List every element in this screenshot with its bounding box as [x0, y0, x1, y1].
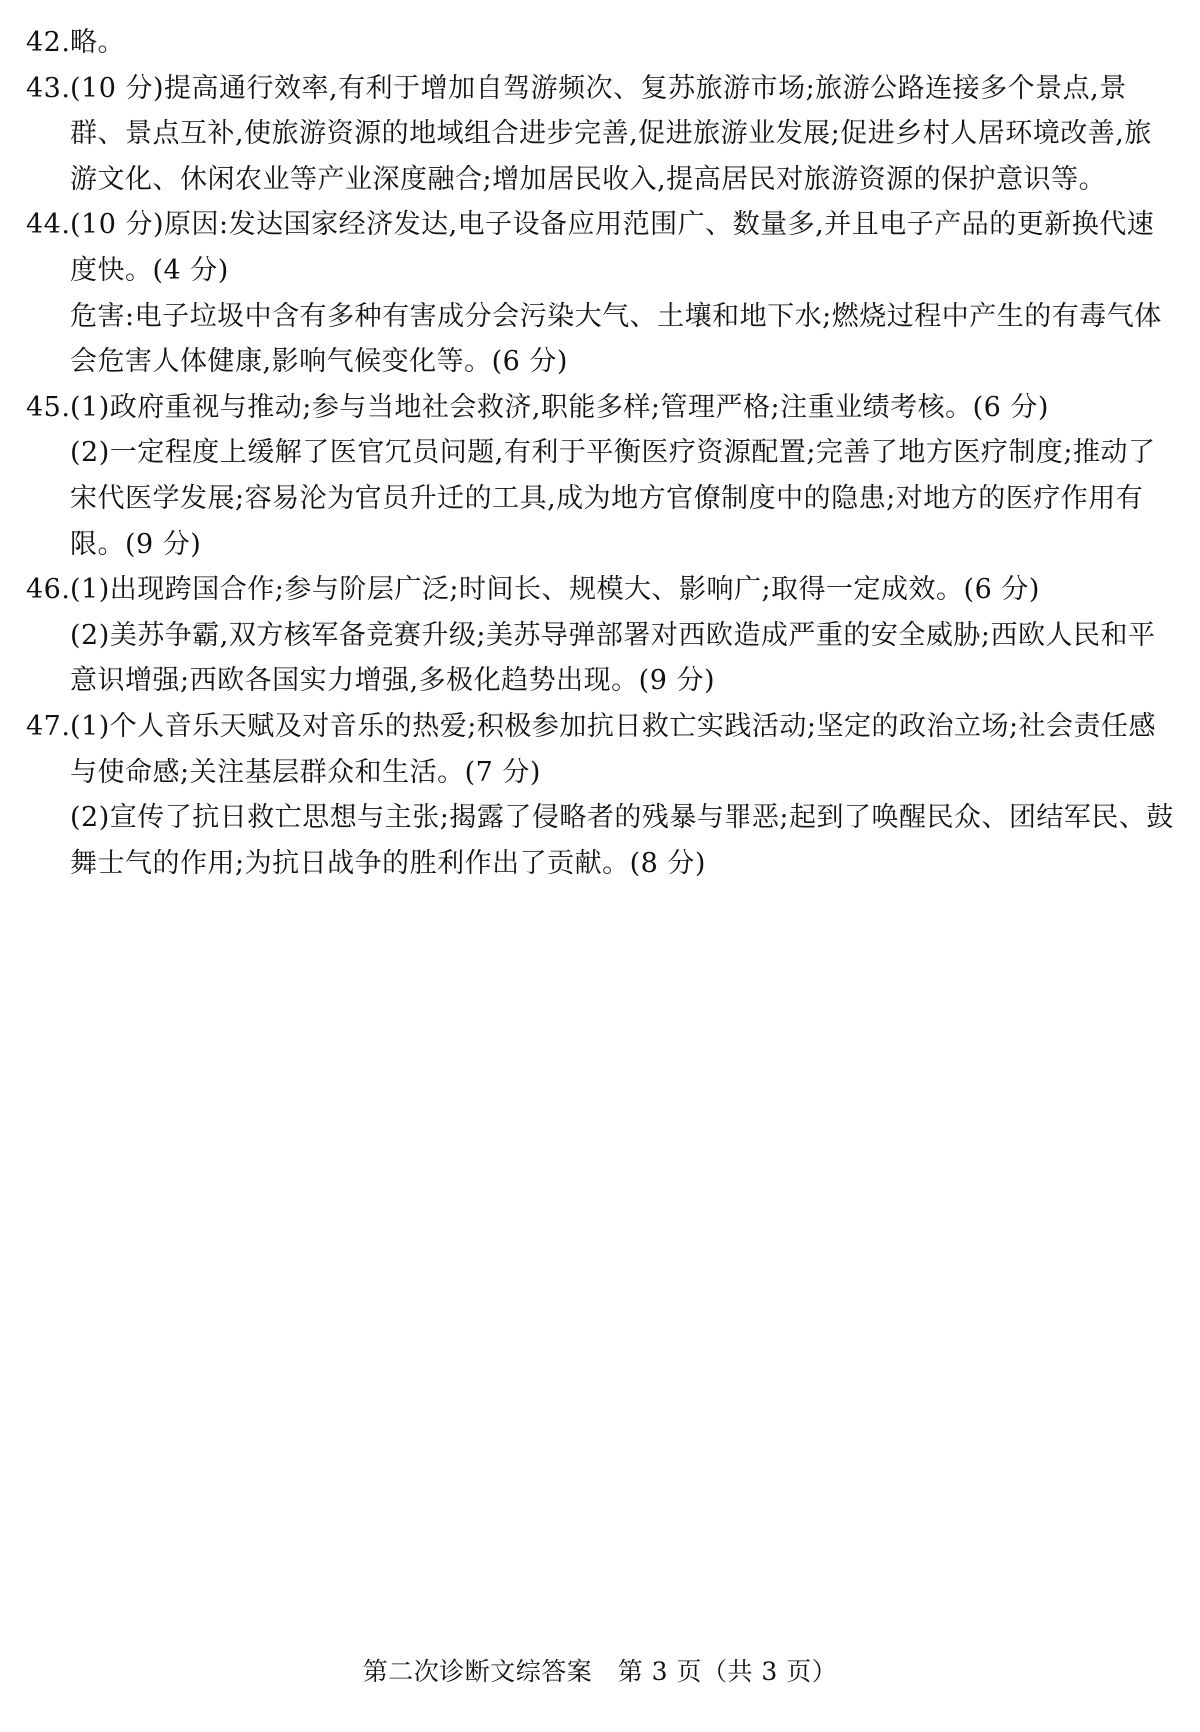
question-number: 43.: [26, 72, 71, 104]
answer-text: (10 分)原因:发达国家经济发达,电子设备应用范围广、数量多,并且电子产品的更新换代速度快。(4 分): [70, 209, 1155, 286]
question-number: 45.: [26, 391, 71, 423]
question-number: 44.: [26, 209, 71, 241]
answer-text: (1)个人音乐天赋及对音乐的热爱;积极参加抗日救亡实践活动;坚定的政治立场;社会责任感与使命感;关注基层群众和生活。(7 分): [70, 710, 1157, 788]
question-number: 42.: [26, 27, 71, 58]
question-number: 47.: [26, 710, 71, 742]
answer-item-42: [26, 20, 1176, 66]
page-footer: 第二次诊断文综答案 第 3 页（共 3 页）: [362, 1657, 838, 1686]
answer-item-47: [26, 704, 1176, 886]
answer-subpart: (2)宣传了抗日救亡思想与主张;揭露了侵略者的残暴与罪恶;起到了唤醒民众、团结军民、鼓舞士气的作用;为抗日战争的胜利作出了贡献。(8 分): [70, 802, 1174, 879]
answer-text: (10 分)提高通行效率,有利于增加自驾游频次、复苏旅游市场;旅游公路连接多个景点,景群、景点互补,使旅游资源的地域组合进步完善,促进旅游业发展;促进乡村人居环境改善,旅游文化、休闲农业等产业深度融合;增加居民收入,提高居民对旅游资源的保护意识等。: [70, 72, 1152, 195]
answer-item-43: [26, 66, 1176, 203]
answer-item-46: [26, 567, 1176, 704]
question-number: 46.: [26, 574, 71, 606]
answer-subpart: (2)美苏争霸,双方核军备竞赛升级;美苏导弹部署对西欧造成严重的安全威胁;西欧人民和平意识增强;西欧各国实力增强,多极化趋势出现。(9 分): [70, 619, 1156, 697]
answer-text: (1)出现跨国合作;参与阶层广泛;时间长、规模大、影响广;取得一定成效。(6 分): [70, 574, 1040, 606]
answer-subpart: 危害:电子垃圾中含有多种有害成分会污染大气、土壤和地下水;燃烧过程中产生的有毒气体会危害人体健康,影响气候变化等。(6 分): [70, 300, 1162, 378]
answer-subpart: (2)一定程度上缓解了医官冗员问题,有利于平衡医疗资源配置;完善了地方医疗制度;推动了宋代医学发展;容易沦为官员升迁的工具,成为地方官僚制度中的隐患;对地方的医疗作用有限。(9 分): [70, 437, 1156, 560]
answer-list: [26, 20, 1176, 886]
answer-text: 略。: [70, 27, 125, 58]
answer-item-44: [26, 202, 1176, 384]
answer-text: (1)政府重视与推动;参与当地社会救济,职能多样;管理严格;注重业绩考核。(6 分): [70, 391, 1049, 423]
answer-item-45: [26, 385, 1176, 567]
